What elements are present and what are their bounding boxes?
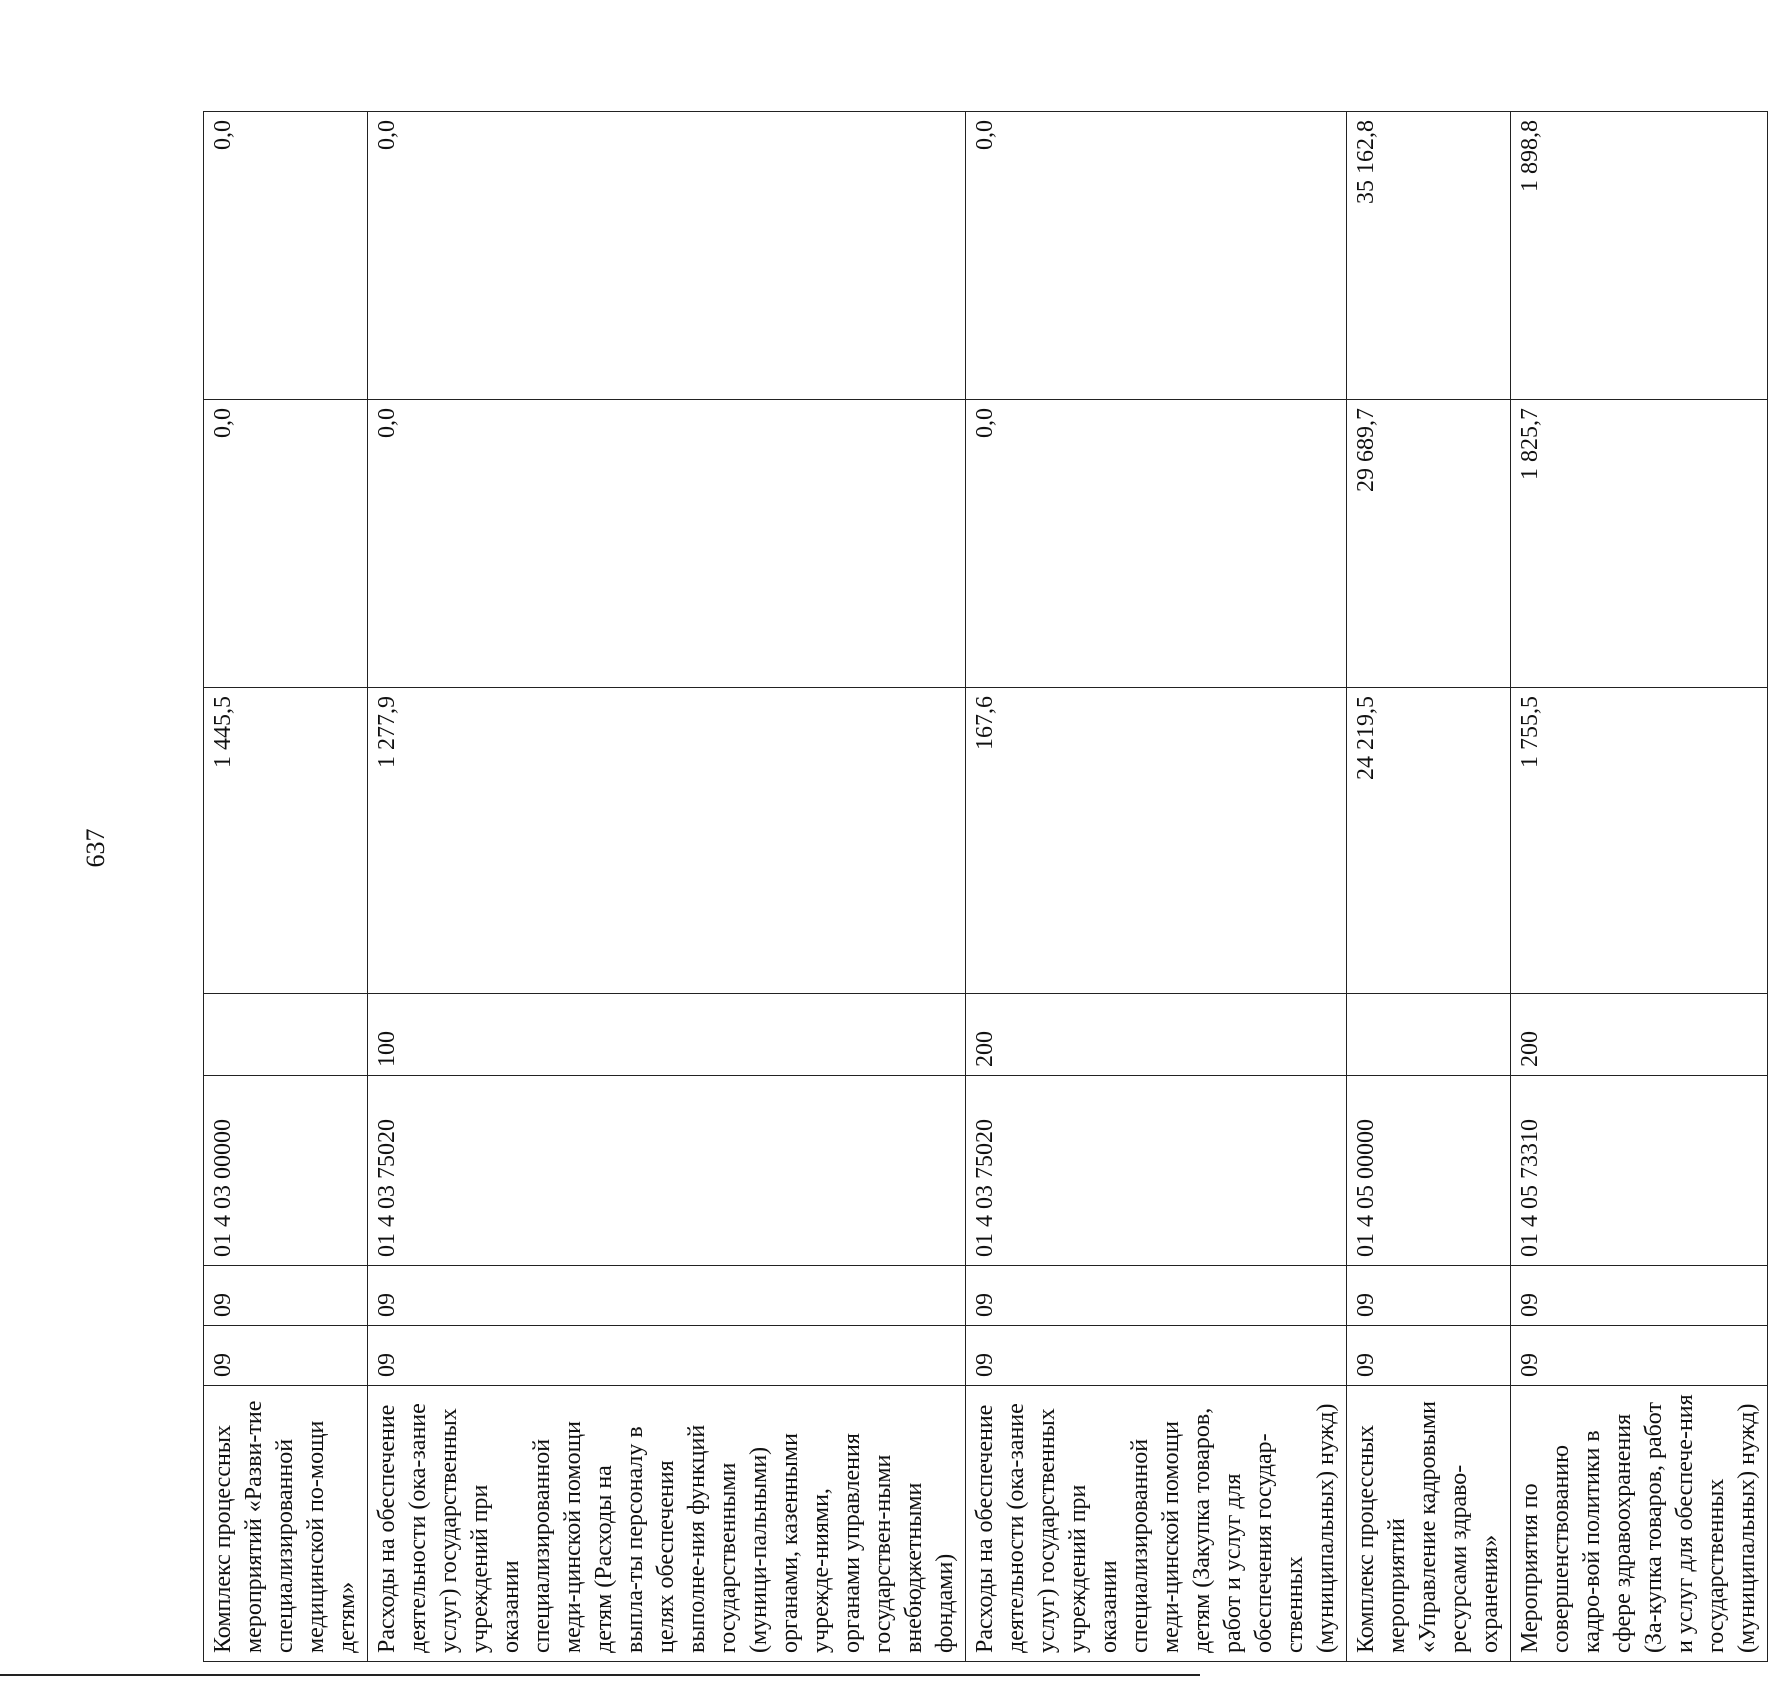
row-name: Комплекс процессных мероприятий «Разви-тие специализированной медицинской по-мощи детям»	[204, 1386, 368, 1662]
cell-value-2: 29 689,7	[1347, 400, 1511, 688]
cell-value-1: 167,6	[966, 688, 1347, 994]
cell-value-2: 0,0	[966, 400, 1347, 688]
rotated-table-container	[203, 112, 1760, 1662]
cell-target-article: 01 4 03 00000	[204, 1076, 368, 1266]
table-row	[204, 112, 368, 1662]
cell-expense-type	[204, 994, 368, 1076]
table-row	[368, 112, 966, 1662]
cell-code-2: 09	[368, 1266, 966, 1326]
cell-target-article: 01 4 03 75020	[966, 1076, 1347, 1266]
row-name: Мероприятия по совершенствованию кадро-вой политики в сфере здравоохранения (За-купка товаров, работ и услуг для обеспече-ния государственных (муниципальных) нужд)	[1511, 1386, 1768, 1662]
cell-value-1: 24 219,5	[1347, 688, 1511, 994]
row-name: Расходы на обеспечение деятельности (ока-зание услуг) государственных учреждений при оказании специализированной меди-цинской помощи детям (Закупка товаров, работ и услуг для обеспечения государ-ственных (муниципальных) нужд)	[966, 1386, 1347, 1662]
row-name: Комплекс процессных мероприятий «Управление кадровыми ресурсами здраво-охранения»	[1347, 1386, 1511, 1662]
cell-expense-type: 200	[966, 994, 1347, 1076]
cell-value-1: 1 755,5	[1511, 688, 1768, 994]
page-number: 637	[81, 828, 110, 868]
cell-target-article: 01 4 03 75020	[368, 1076, 966, 1266]
cell-code-2: 09	[966, 1266, 1347, 1326]
cell-value-3: 0,0	[204, 112, 368, 400]
cell-value-2: 0,0	[368, 400, 966, 688]
cell-value-2: 1 825,7	[1511, 400, 1768, 688]
cell-code-1: 09	[204, 1326, 368, 1386]
cell-code-2: 09	[204, 1266, 368, 1326]
cell-code-1: 09	[966, 1326, 1347, 1386]
cell-target-article: 01 4 05 00000	[1347, 1076, 1511, 1266]
cell-value-3: 35 162,8	[1347, 112, 1511, 400]
cell-expense-type: 100	[368, 994, 966, 1076]
cell-target-article: 01 4 05 73310	[1511, 1076, 1768, 1266]
cell-code-1: 09	[1511, 1326, 1768, 1386]
cell-value-3: 0,0	[368, 112, 966, 400]
cell-value-3: 1 898,8	[1511, 112, 1768, 400]
cell-value-2: 0,0	[204, 400, 368, 688]
budget-table	[203, 111, 1768, 1662]
bottom-rule	[0, 1674, 1200, 1676]
cell-code-1: 09	[1347, 1326, 1511, 1386]
cell-value-3: 0,0	[966, 112, 1347, 400]
cell-expense-type	[1347, 994, 1511, 1076]
cell-code-1: 09	[368, 1326, 966, 1386]
cell-code-2: 09	[1511, 1266, 1768, 1326]
cell-code-2: 09	[1347, 1266, 1511, 1326]
row-name: Расходы на обеспечение деятельности (ока-зание услуг) государственных учреждений при оказании специализированной меди-цинской помощи детям (Расходы на выпла-ты персоналу в целях обеспечения выполне-ния функций государственными (муници-пальными) органами, казенными учрежде-ниями, органами управления государствен-ными внебюджетными фондами)	[368, 1386, 966, 1662]
table-row	[1511, 112, 1768, 1662]
cell-value-1: 1 445,5	[204, 688, 368, 994]
table-row	[966, 112, 1347, 1662]
cell-expense-type: 200	[1511, 994, 1768, 1076]
table-row	[1347, 112, 1511, 1662]
cell-value-1: 1 277,9	[368, 688, 966, 994]
